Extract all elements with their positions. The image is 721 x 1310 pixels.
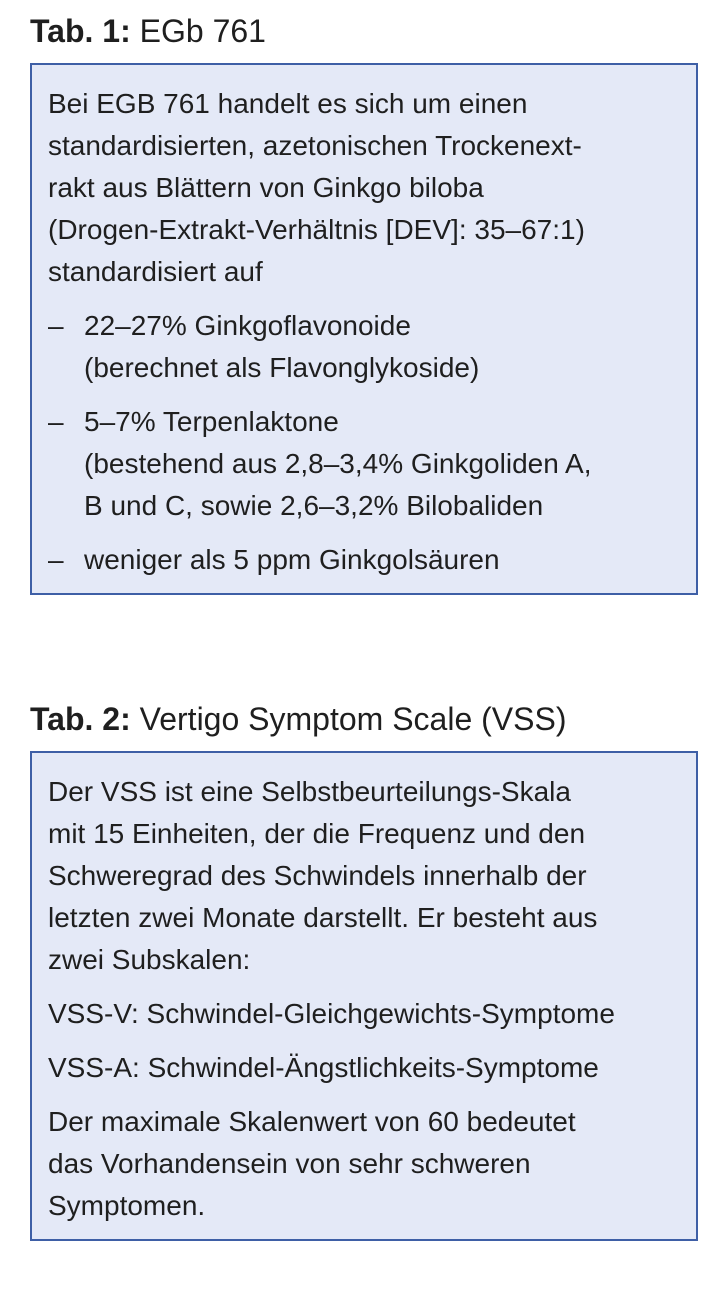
bullet-line: 22–27% Ginkgoflavonoide bbox=[84, 310, 411, 341]
paragraph-line: Symptomen. bbox=[48, 1190, 206, 1221]
intro-line: rakt aus Blättern von Ginkgo biloba bbox=[48, 172, 484, 203]
table-1-box bbox=[30, 63, 698, 595]
table-2-title: Vertigo Symptom Scale (VSS) bbox=[130, 701, 567, 737]
paragraph-line: VSS-A: Schwindel-Ängstlichkeits-Symptome bbox=[48, 1052, 599, 1083]
intro-line: (Drogen-Extrakt-Verhältnis [DEV]: 35–67:1) bbox=[48, 214, 585, 245]
table-1-label: Tab. 1: bbox=[30, 13, 131, 49]
paragraph-line: Schweregrad des Schwindels innerhalb der bbox=[48, 860, 587, 891]
paragraph-line: zwei Subskalen: bbox=[48, 944, 251, 975]
table-2-box bbox=[30, 751, 698, 1241]
table-1-heading bbox=[30, 10, 698, 52]
intro-line: Bei EGB 761 handelt es sich um einen bbox=[48, 88, 528, 119]
dash-bullet: – bbox=[48, 406, 64, 437]
bullet-line: 5–7% Terpenlaktone bbox=[84, 406, 339, 437]
list-item bbox=[48, 305, 680, 389]
paragraph-line: Der VSS ist eine Selbstbeurteilungs-Skala bbox=[48, 776, 571, 807]
list-item bbox=[48, 401, 680, 527]
bullet-line: (bestehend aus 2,8–3,4% Ginkgoliden A, bbox=[84, 448, 592, 479]
dash-bullet: – bbox=[48, 544, 64, 575]
table-1-bullet-list bbox=[48, 305, 680, 581]
paragraph-line: Der maximale Skalenwert von 60 bedeutet bbox=[48, 1106, 576, 1137]
intro-line: standardisierten, azetonischen Trockenext- bbox=[48, 130, 582, 161]
intro-line: standardisiert auf bbox=[48, 256, 263, 287]
paragraph bbox=[48, 1101, 680, 1227]
paragraph-line: mit 15 Einheiten, der die Frequenz und den bbox=[48, 818, 586, 849]
paragraph-line: VSS-V: Schwindel-Gleichgewichts-Symptome bbox=[48, 998, 615, 1029]
paragraph bbox=[48, 771, 680, 981]
list-item bbox=[48, 539, 680, 581]
paragraph bbox=[48, 1047, 680, 1089]
bullet-line: (berechnet als Flavonglykoside) bbox=[84, 352, 480, 383]
paragraph-line: letzten zwei Monate darstellt. Er besteht aus bbox=[48, 902, 598, 933]
table-2-heading bbox=[30, 698, 698, 740]
bullet-line: B und C, sowie 2,6–3,2% Bilobaliden bbox=[84, 490, 544, 521]
table-2-label: Tab. 2: bbox=[30, 701, 131, 737]
paragraph bbox=[48, 993, 680, 1035]
bullet-line: weniger als 5 ppm Ginkgolsäuren bbox=[84, 544, 500, 575]
table-2 bbox=[30, 698, 698, 1241]
paragraph-line: das Vorhandensein von sehr schweren bbox=[48, 1148, 531, 1179]
table-1-title: EGb 761 bbox=[130, 13, 266, 49]
dash-bullet: – bbox=[48, 310, 64, 341]
table-1 bbox=[30, 10, 698, 595]
table-1-intro bbox=[48, 83, 680, 293]
